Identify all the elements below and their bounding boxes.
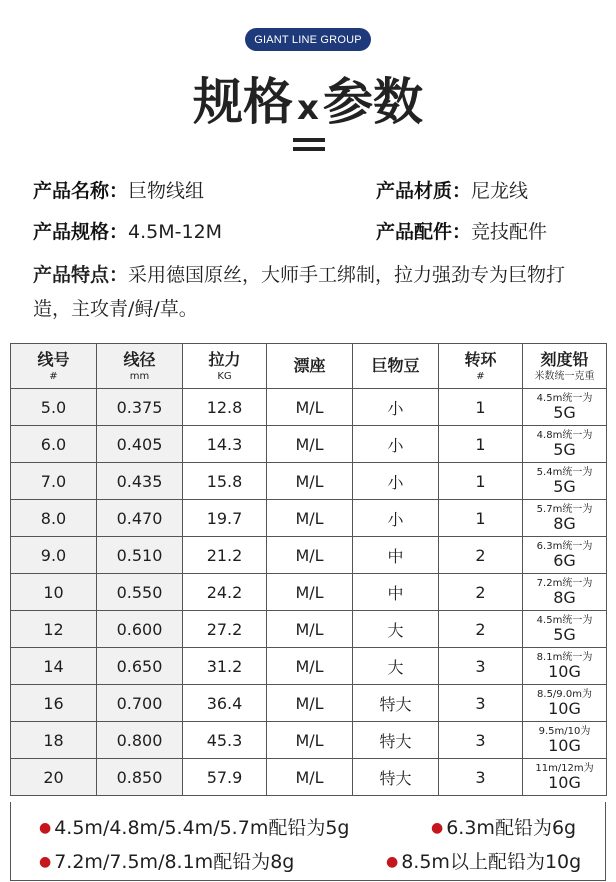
table-cell-pull: 36.4 [183,685,267,722]
table-cell-pull: 24.2 [183,574,267,611]
table-cell-dia: 0.700 [97,685,183,722]
column-header [439,344,523,389]
column-header-unit: # [476,371,485,382]
table-cell-bean: 小 [353,389,439,426]
table-cell-bean: 中 [353,537,439,574]
bullet-icon: ● [386,854,399,870]
column-header-title: 巨物豆 [371,355,420,375]
table-cell-swivel: 1 [439,389,523,426]
table-cell-lead [523,463,607,500]
lead-length: 7.2m统一为 [536,578,593,589]
lead-weight: 5G [553,477,576,496]
table-cell-bean: 特大 [353,722,439,759]
table-row [11,537,607,574]
column-header [267,344,353,389]
product-name-label: 产品名称： [33,180,129,202]
column-header-unit: KG [217,371,232,382]
title-right: 参数 [322,73,423,131]
table-cell-seat: M/L [267,611,353,648]
lead-length: 4.5m统一为 [536,615,593,626]
table-cell-swivel: 3 [439,722,523,759]
table-cell-dia: 0.470 [97,500,183,537]
column-header-title: 刻度铅 [540,350,589,369]
note-text: 4.5m/4.8m/5.4m/5.7m配铅为5g [54,817,350,839]
table-row [11,722,607,759]
product-name [33,176,204,203]
table-cell-seat: M/L [267,463,353,500]
product-features-label: 产品特点： [33,264,129,286]
lead-weight: 10G [548,773,581,792]
column-header-unit: mm [129,371,150,382]
table-cell-dia: 0.405 [97,426,183,463]
table-cell-pull: 21.2 [183,537,267,574]
table-cell-dia: 0.650 [97,648,183,685]
table-cell-no: 18 [11,722,97,759]
lead-weight: 8G [553,514,576,533]
table-row [11,426,607,463]
table-cell-no: 6.0 [11,426,97,463]
table-cell-dia: 0.375 [97,389,183,426]
column-header-title: 转环 [464,350,497,369]
title-x: x [297,88,319,128]
table-row [11,574,607,611]
lead-weight: 10G [548,699,581,718]
note-item [386,847,581,874]
table-row [11,611,607,648]
lead-length: 8.5/9.0m为 [537,689,592,700]
column-header-title: 线号 [37,350,70,369]
lead-weight: 6G [553,551,576,570]
bullet-icon: ● [431,820,444,836]
table-cell-lead [523,685,607,722]
table-cell-bean: 大 [353,611,439,648]
product-parts-value: 竞技配件 [471,221,548,243]
table-cell-seat: M/L [267,722,353,759]
table-cell-no: 5.0 [11,389,97,426]
bullet-icon: ● [39,854,52,870]
table-cell-seat: M/L [267,759,353,796]
table-cell-no: 7.0 [11,463,97,500]
lead-weight: 5G [553,625,576,644]
table-row [11,389,607,426]
table-cell-dia: 0.600 [97,611,183,648]
table-cell-lead [523,722,607,759]
table-cell-lead [523,574,607,611]
table-cell-no: 14 [11,648,97,685]
lead-length: 5.4m统一为 [536,467,593,478]
table-cell-seat: M/L [267,648,353,685]
table-cell-lead [523,537,607,574]
table-cell-pull: 12.8 [183,389,267,426]
column-header-unit: # [49,371,58,382]
lead-weight: 8G [553,588,576,607]
table-header-row [11,344,607,389]
note-item [39,813,349,840]
table-cell-pull: 57.9 [183,759,267,796]
table-cell-lead [523,759,607,796]
note-text: 8.5m以上配铅为10g [401,851,582,873]
table-cell-swivel: 1 [439,426,523,463]
column-header-title: 拉力 [208,350,241,369]
table-cell-pull: 27.2 [183,611,267,648]
lead-weight: 5G [553,403,576,422]
table-cell-swivel: 1 [439,463,523,500]
table-cell-swivel: 1 [439,500,523,537]
table-cell-bean: 中 [353,574,439,611]
table-cell-bean: 小 [353,500,439,537]
brand-badge: GIANT LINE GROUP [245,28,371,51]
table-cell-no: 12 [11,611,97,648]
title-left: 规格 [193,73,294,131]
table-cell-seat: M/L [267,389,353,426]
table-cell-swivel: 3 [439,759,523,796]
table-cell-bean: 特大 [353,759,439,796]
note-item [431,813,576,840]
lead-notes [10,802,606,881]
table-cell-dia: 0.510 [97,537,183,574]
table-row [11,648,607,685]
table-cell-bean: 小 [353,463,439,500]
column-header [11,344,97,389]
lead-length: 8.1m统一为 [536,652,593,663]
product-spec [33,217,222,244]
table-cell-no: 10 [11,574,97,611]
lead-weight: 10G [548,662,581,681]
product-spec-value: 4.5M-12M [128,221,223,243]
table-cell-pull: 45.3 [183,722,267,759]
table-cell-no: 16 [11,685,97,722]
table-cell-dia: 0.800 [97,722,183,759]
table-cell-pull: 31.2 [183,648,267,685]
table-cell-no: 9.0 [11,537,97,574]
page-title [0,62,616,134]
note-item [39,847,294,874]
table-body [11,389,607,796]
lead-length: 5.7m统一为 [536,504,593,515]
table-row [11,463,607,500]
table-cell-pull: 19.7 [183,500,267,537]
table-cell-seat: M/L [267,574,353,611]
table-cell-dia: 0.850 [97,759,183,796]
table-cell-lead [523,648,607,685]
note-text: 7.2m/7.5m/8.1m配铅为8g [54,851,295,873]
column-header [353,344,439,389]
table-cell-seat: M/L [267,685,353,722]
table-row [11,759,607,796]
table-cell-bean: 特大 [353,685,439,722]
lead-length: 11m/12m为 [535,763,594,774]
lead-length: 9.5m/10为 [538,726,591,737]
lead-length: 4.8m统一为 [536,430,593,441]
column-header-title: 线径 [123,350,156,369]
table-cell-seat: M/L [267,426,353,463]
table-cell-lead [523,389,607,426]
title-underline-bottom [293,147,325,151]
spec-table [10,343,607,796]
product-parts [376,217,547,244]
lead-weight: 10G [548,736,581,755]
lead-weight: 5G [553,440,576,459]
product-features [33,258,593,326]
table-cell-swivel: 2 [439,537,523,574]
table-cell-seat: M/L [267,537,353,574]
product-parts-label: 产品配件： [376,221,472,243]
table-cell-pull: 15.8 [183,463,267,500]
table-cell-lead [523,500,607,537]
table-cell-dia: 0.435 [97,463,183,500]
table-row [11,685,607,722]
product-spec-label: 产品规格： [33,221,129,243]
lead-length: 4.5m统一为 [536,393,593,404]
table-cell-bean: 小 [353,426,439,463]
lead-length: 6.3m统一为 [536,541,593,552]
bullet-icon: ● [39,820,52,836]
title-underline-top [293,138,325,142]
column-header-unit: 米数统一克重 [534,371,595,382]
table-cell-dia: 0.550 [97,574,183,611]
column-header [97,344,183,389]
table-cell-swivel: 3 [439,685,523,722]
product-material-label: 产品材质： [376,180,472,202]
product-name-value: 巨物线组 [128,180,205,202]
table-cell-bean: 大 [353,648,439,685]
table-cell-lead [523,426,607,463]
table-cell-pull: 14.3 [183,426,267,463]
product-features-value: 采用德国原丝，大师手工绑制，拉力强劲专为巨物打造，主攻青/鲟/草。 [33,264,566,320]
table-cell-no: 20 [11,759,97,796]
table-cell-swivel: 2 [439,611,523,648]
table-cell-no: 8.0 [11,500,97,537]
table-cell-lead [523,611,607,648]
table-row [11,500,607,537]
table-cell-swivel: 3 [439,648,523,685]
table-cell-seat: M/L [267,500,353,537]
note-text: 6.3m配铅为6g [446,817,577,839]
product-material-value: 尼龙线 [471,180,529,202]
column-header [183,344,267,389]
column-header [523,344,607,389]
column-header-title: 漂座 [293,355,326,375]
product-material [376,176,528,203]
table-cell-swivel: 2 [439,574,523,611]
